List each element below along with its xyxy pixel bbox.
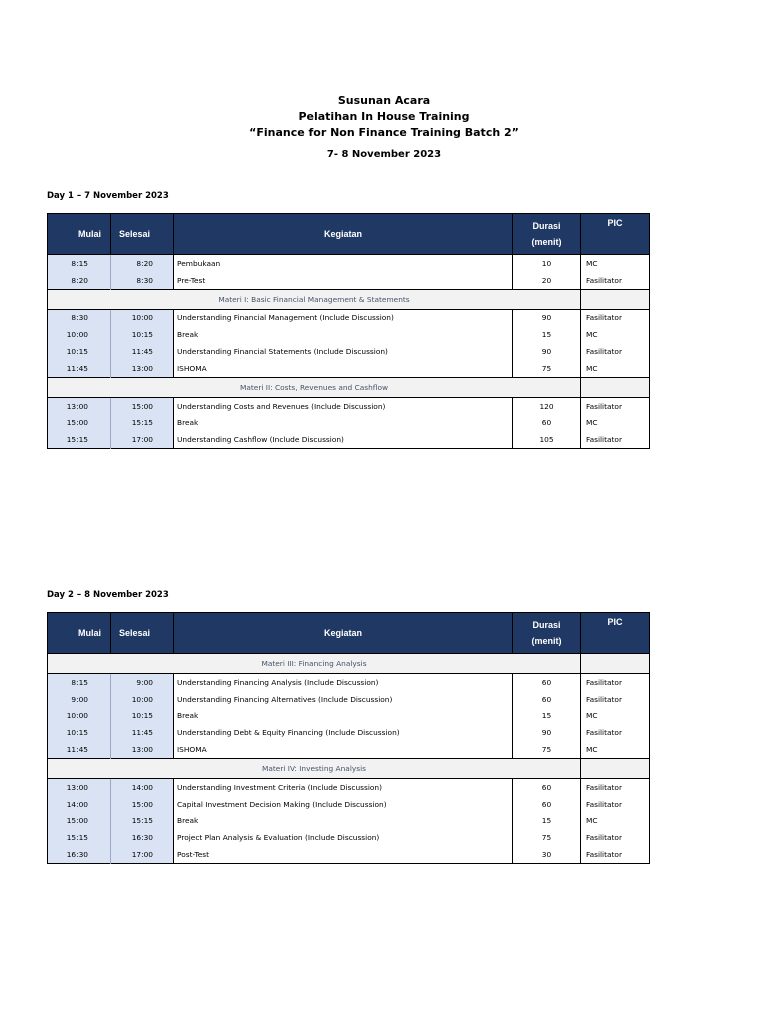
duration-cell: 105	[513, 431, 581, 448]
col-selesai: Selesai	[111, 214, 174, 255]
col-durasi	[513, 214, 581, 255]
table-row	[48, 431, 650, 448]
col-pic: PIC	[581, 613, 650, 654]
activity-cell: Post-Test	[177, 850, 210, 860]
activity-cell: Capital Investment Decision Making (Include Discussion)	[177, 799, 387, 809]
activity-cell: Understanding Financial Statements (Include Discussion)	[177, 347, 388, 357]
activity-cell: Understanding Financing Alternatives (Include Discussion)	[177, 694, 393, 704]
start-time-cell: 8:15	[48, 674, 111, 691]
col-mulai: Mulai	[48, 613, 111, 654]
duration-cell: 60	[513, 691, 581, 708]
table-row	[48, 415, 650, 432]
activity-cell: Break	[177, 418, 199, 428]
activity-cell: Pembukaan	[177, 258, 221, 268]
table-header-row	[48, 613, 650, 654]
pic-cell: MC	[586, 418, 598, 428]
activity-cell: Break	[177, 816, 199, 826]
table-row	[48, 360, 650, 377]
activity-cell: Pre-Test	[177, 275, 206, 285]
pic-cell: Fasilitator	[586, 275, 622, 285]
pic-cell: Fasilitator	[586, 347, 622, 357]
table-row	[48, 846, 650, 863]
end-time-cell: 11:45	[111, 724, 174, 741]
training-name: Pelatihan In House Training	[298, 110, 470, 123]
pic-cell: Fasilitator	[586, 799, 622, 809]
end-time-cell: 15:15	[111, 813, 174, 830]
start-time-cell: 15:00	[48, 415, 111, 432]
end-time-cell: 16:30	[111, 829, 174, 846]
end-time-cell: 15:15	[111, 415, 174, 432]
table-row	[48, 326, 650, 343]
col-durasi-unit: (menit)	[531, 237, 562, 247]
start-time-cell: 8:15	[48, 255, 111, 272]
end-time-cell: 11:45	[111, 343, 174, 360]
event-date: 7- 8 November 2023	[326, 149, 442, 160]
activity-cell: Break	[177, 711, 199, 721]
table-row	[48, 829, 650, 846]
table-row	[48, 272, 650, 289]
col-selesai: Selesai	[111, 613, 174, 654]
table-row	[48, 741, 650, 758]
pic-cell: MC	[586, 745, 598, 755]
pic-cell: MC	[586, 816, 598, 826]
day-2-title: Day 2 – 8 November 2023	[47, 590, 169, 600]
table-row	[48, 778, 650, 795]
section-pic-cell	[581, 758, 650, 778]
day-1-schedule-table	[47, 213, 650, 449]
start-time-cell: 15:00	[48, 813, 111, 830]
end-time-cell: 14:00	[111, 778, 174, 795]
end-time-cell: 8:20	[111, 255, 174, 272]
pic-cell: MC	[586, 363, 598, 373]
duration-cell: 90	[513, 309, 581, 326]
activity-cell: ISHOMA	[177, 363, 207, 373]
pic-cell: MC	[586, 330, 598, 340]
pic-cell: Fasilitator	[586, 677, 622, 687]
start-time-cell: 15:15	[48, 829, 111, 846]
start-time-cell: 14:00	[48, 796, 111, 813]
section-header-row	[48, 289, 650, 309]
col-durasi	[513, 613, 581, 654]
duration-cell: 75	[513, 829, 581, 846]
end-time-cell: 10:00	[111, 691, 174, 708]
end-time-cell: 8:30	[111, 272, 174, 289]
table-row	[48, 397, 650, 414]
duration-cell: 15	[513, 813, 581, 830]
pic-cell: Fasilitator	[586, 728, 622, 738]
pic-cell: Fasilitator	[586, 435, 622, 445]
duration-cell: 15	[513, 326, 581, 343]
start-time-cell: 15:15	[48, 431, 111, 448]
activity-cell: Understanding Debt & Equity Financing (Include Discussion)	[177, 728, 400, 738]
activity-cell: Understanding Financing Analysis (Include Discussion)	[177, 677, 379, 687]
section-pic-cell	[581, 654, 650, 674]
start-time-cell: 13:00	[48, 397, 111, 414]
pic-cell: Fasilitator	[586, 313, 622, 323]
end-time-cell: 13:00	[111, 360, 174, 377]
section-title: Materi IV: Investing Analysis	[48, 758, 581, 778]
pic-cell: Fasilitator	[586, 401, 622, 411]
activity-cell: ISHOMA	[177, 745, 207, 755]
section-pic-cell	[581, 377, 650, 397]
section-header-row	[48, 377, 650, 397]
section-pic-cell	[581, 289, 650, 309]
col-pic: PIC	[581, 214, 650, 255]
pic-cell: Fasilitator	[586, 833, 622, 843]
start-time-cell: 9:00	[48, 691, 111, 708]
col-kegiatan: Kegiatan	[174, 613, 513, 654]
table-row	[48, 691, 650, 708]
activity-cell: Understanding Cashflow (Include Discussion)	[177, 435, 344, 445]
pic-cell: MC	[586, 711, 598, 721]
start-time-cell: 11:45	[48, 741, 111, 758]
end-time-cell: 10:15	[111, 326, 174, 343]
duration-cell: 60	[513, 674, 581, 691]
start-time-cell: 8:30	[48, 309, 111, 326]
duration-cell: 120	[513, 397, 581, 414]
table-row	[48, 796, 650, 813]
pic-cell: Fasilitator	[586, 782, 622, 792]
section-title: Materi II: Costs, Revenues and Cashflow	[48, 377, 581, 397]
training-subtitle: “Finance for Non Finance Training Batch 2”	[249, 126, 519, 139]
table-row	[48, 724, 650, 741]
end-time-cell: 10:15	[111, 708, 174, 725]
end-time-cell: 15:00	[111, 397, 174, 414]
start-time-cell: 11:45	[48, 360, 111, 377]
duration-cell: 10	[513, 255, 581, 272]
table-row	[48, 309, 650, 326]
start-time-cell: 16:30	[48, 846, 111, 863]
start-time-cell: 13:00	[48, 778, 111, 795]
section-header-row	[48, 654, 650, 674]
end-time-cell: 10:00	[111, 309, 174, 326]
pic-cell: Fasilitator	[586, 694, 622, 704]
activity-cell: Break	[177, 330, 199, 340]
col-durasi-unit: (menit)	[531, 636, 562, 646]
end-time-cell: 17:00	[111, 846, 174, 863]
duration-cell: 75	[513, 360, 581, 377]
end-time-cell: 13:00	[111, 741, 174, 758]
table-row	[48, 255, 650, 272]
duration-cell: 15	[513, 708, 581, 725]
pic-cell: Fasilitator	[586, 850, 622, 860]
day-1-title: Day 1 – 7 November 2023	[47, 191, 169, 201]
section-title: Materi I: Basic Financial Management & Statements	[48, 289, 581, 309]
end-time-cell: 15:00	[111, 796, 174, 813]
duration-cell: 60	[513, 778, 581, 795]
table-row	[48, 813, 650, 830]
pic-cell: MC	[586, 258, 598, 268]
duration-cell: 60	[513, 415, 581, 432]
section-header-row	[48, 758, 650, 778]
start-time-cell: 10:15	[48, 343, 111, 360]
start-time-cell: 8:20	[48, 272, 111, 289]
start-time-cell: 10:00	[48, 326, 111, 343]
section-title: Materi III: Financing Analysis	[48, 654, 581, 674]
col-durasi-label: Durasi	[532, 620, 561, 630]
duration-cell: 90	[513, 343, 581, 360]
document-title: Susunan Acara	[337, 94, 431, 107]
activity-cell: Understanding Financial Management (Include Discussion)	[177, 313, 394, 323]
activity-cell: Project Plan Analysis & Evaluation (Include Discussion)	[177, 833, 380, 843]
end-time-cell: 17:00	[111, 431, 174, 448]
activity-cell: Understanding Costs and Revenues (Include Discussion)	[177, 401, 386, 411]
duration-cell: 20	[513, 272, 581, 289]
duration-cell: 75	[513, 741, 581, 758]
start-time-cell: 10:15	[48, 724, 111, 741]
table-row	[48, 708, 650, 725]
start-time-cell: 10:00	[48, 708, 111, 725]
end-time-cell: 9:00	[111, 674, 174, 691]
col-kegiatan: Kegiatan	[174, 214, 513, 255]
activity-cell: Understanding Investment Criteria (Include Discussion)	[177, 782, 382, 792]
table-row	[48, 674, 650, 691]
duration-cell: 30	[513, 846, 581, 863]
duration-cell: 90	[513, 724, 581, 741]
table-row	[48, 343, 650, 360]
table-header-row	[48, 214, 650, 255]
day-2-schedule-table	[47, 612, 650, 864]
col-durasi-label: Durasi	[532, 221, 561, 231]
duration-cell: 60	[513, 796, 581, 813]
col-mulai: Mulai	[48, 214, 111, 255]
